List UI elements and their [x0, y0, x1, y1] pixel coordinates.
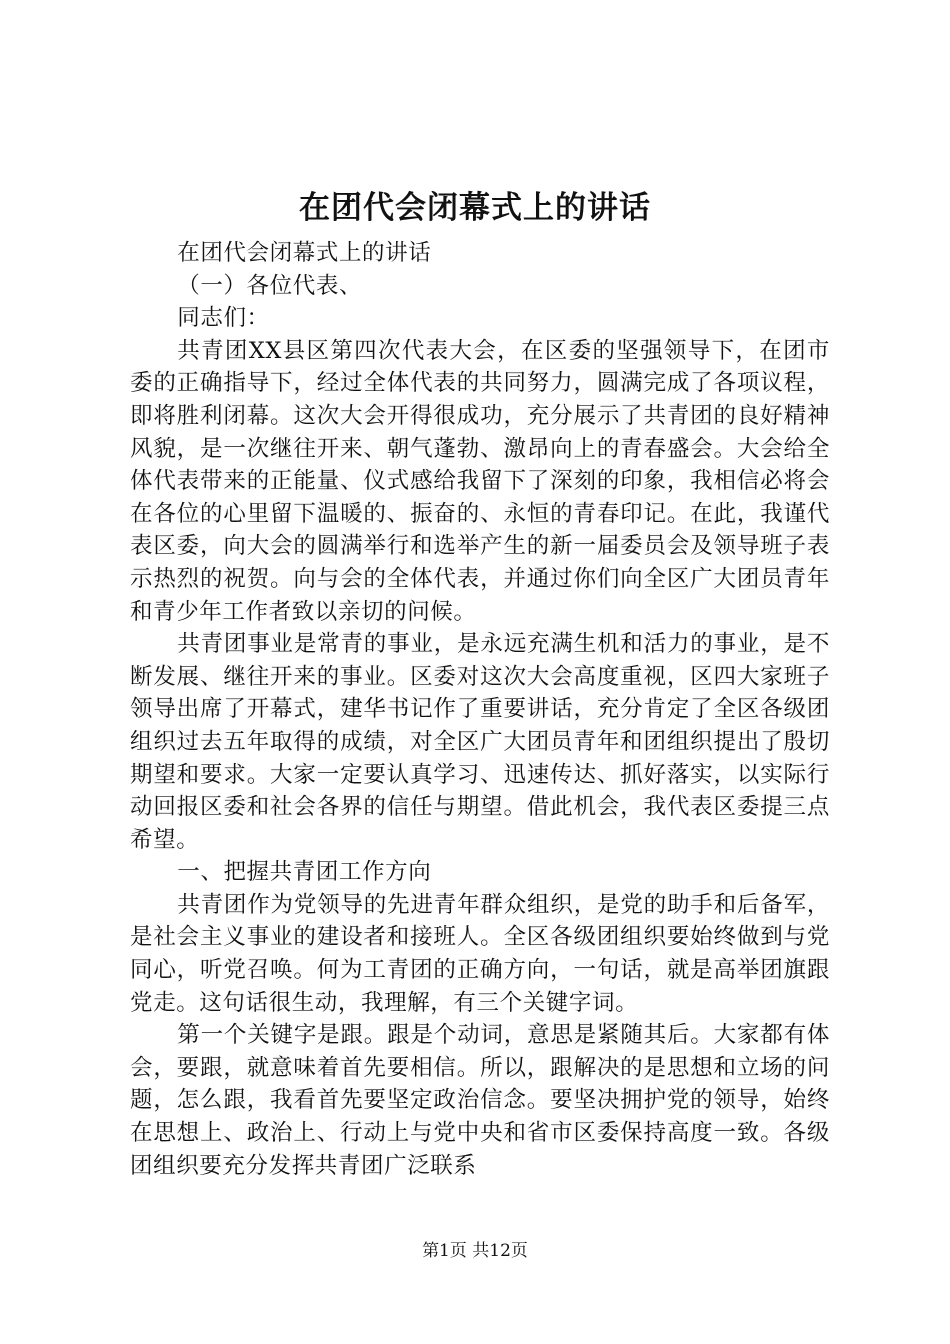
section-heading: 一、把握共青团工作方向 — [177, 859, 432, 886]
paragraph-subtitle: 在团代会闭幕式上的讲话 — [177, 240, 432, 266]
paragraph: 第一个关键字是跟。跟是个动词，意思是紧随其后。大家都有体会，要跟，就意味着首先要相信。所以，跟解决的是思想和立场的问题，怎么跟，我看首先要坚定政治信念。要坚决拥护党的领导，始终在思想上、政治上、行动上与党中央和省市区委保持高度一致。各级团组织要充分发挥共青团广泛联系 — [130, 1022, 830, 1179]
paragraph: 共青团事业是常青的事业，是永远充满生机和活力的事业，是不断发展、继往开来的事业。区委对这次大会高度重视，区四大家班子领导出席了开幕式，建华书记作了重要讲话，充分肯定了全区各级团组织过去五年取得的成绩，对全区广大团员青年和团组织提出了殷切期望和要求。大家一定要认真学习、迅速传达、抓好落实，以实际行动回报区委和社会各界的信任与期望。借此机会，我代表区委提三点希望。 — [130, 631, 830, 853]
paragraph: 共青团XX县区第四次代表大会，在区委的坚强领导下，在团市委的正确指导下，经过全体代表的共同努力，圆满完成了各项议程，即将胜利闭幕。这次大会开得很成功，充分展示了共青团的良好精神风貌，是一次继往开来、朝气蓬勃、激昂向上的青春盛会。大会给全体代表带来的正能量、仪式感给我留下了深刻的印象，我相信必将会在各位的心里留下温暖的、振奋的、永恒的青春印记。在此，我谨代表区委，向大会的圆满举行和选举产生的新一届委员会及领导班子表示热烈的祝贺。向与会的全体代表，并通过你们向全区广大团员青年和青少年工作者致以亲切的问候。 — [130, 337, 830, 625]
paragraph-salutation-2: 同志们： — [177, 305, 270, 332]
document-body — [130, 237, 830, 1182]
paragraph-salutation-1: （一）各位代表、 — [177, 272, 363, 299]
page-number: 第1页 共12页 — [422, 1241, 528, 1261]
paragraph: 共青团作为党领导的先进青年群众组织，是党的助手和后备军，是社会主义事业的建设者和接班人。全区各级团组织要始终做到与党同心，听党召唤。何为工青团的正确方向，一句话，就是高举团旗跟党走。这句话很生动，我理解，有三个关键字词。 — [130, 891, 830, 1016]
document-title: 在团代会闭幕式上的讲话 — [299, 190, 651, 226]
